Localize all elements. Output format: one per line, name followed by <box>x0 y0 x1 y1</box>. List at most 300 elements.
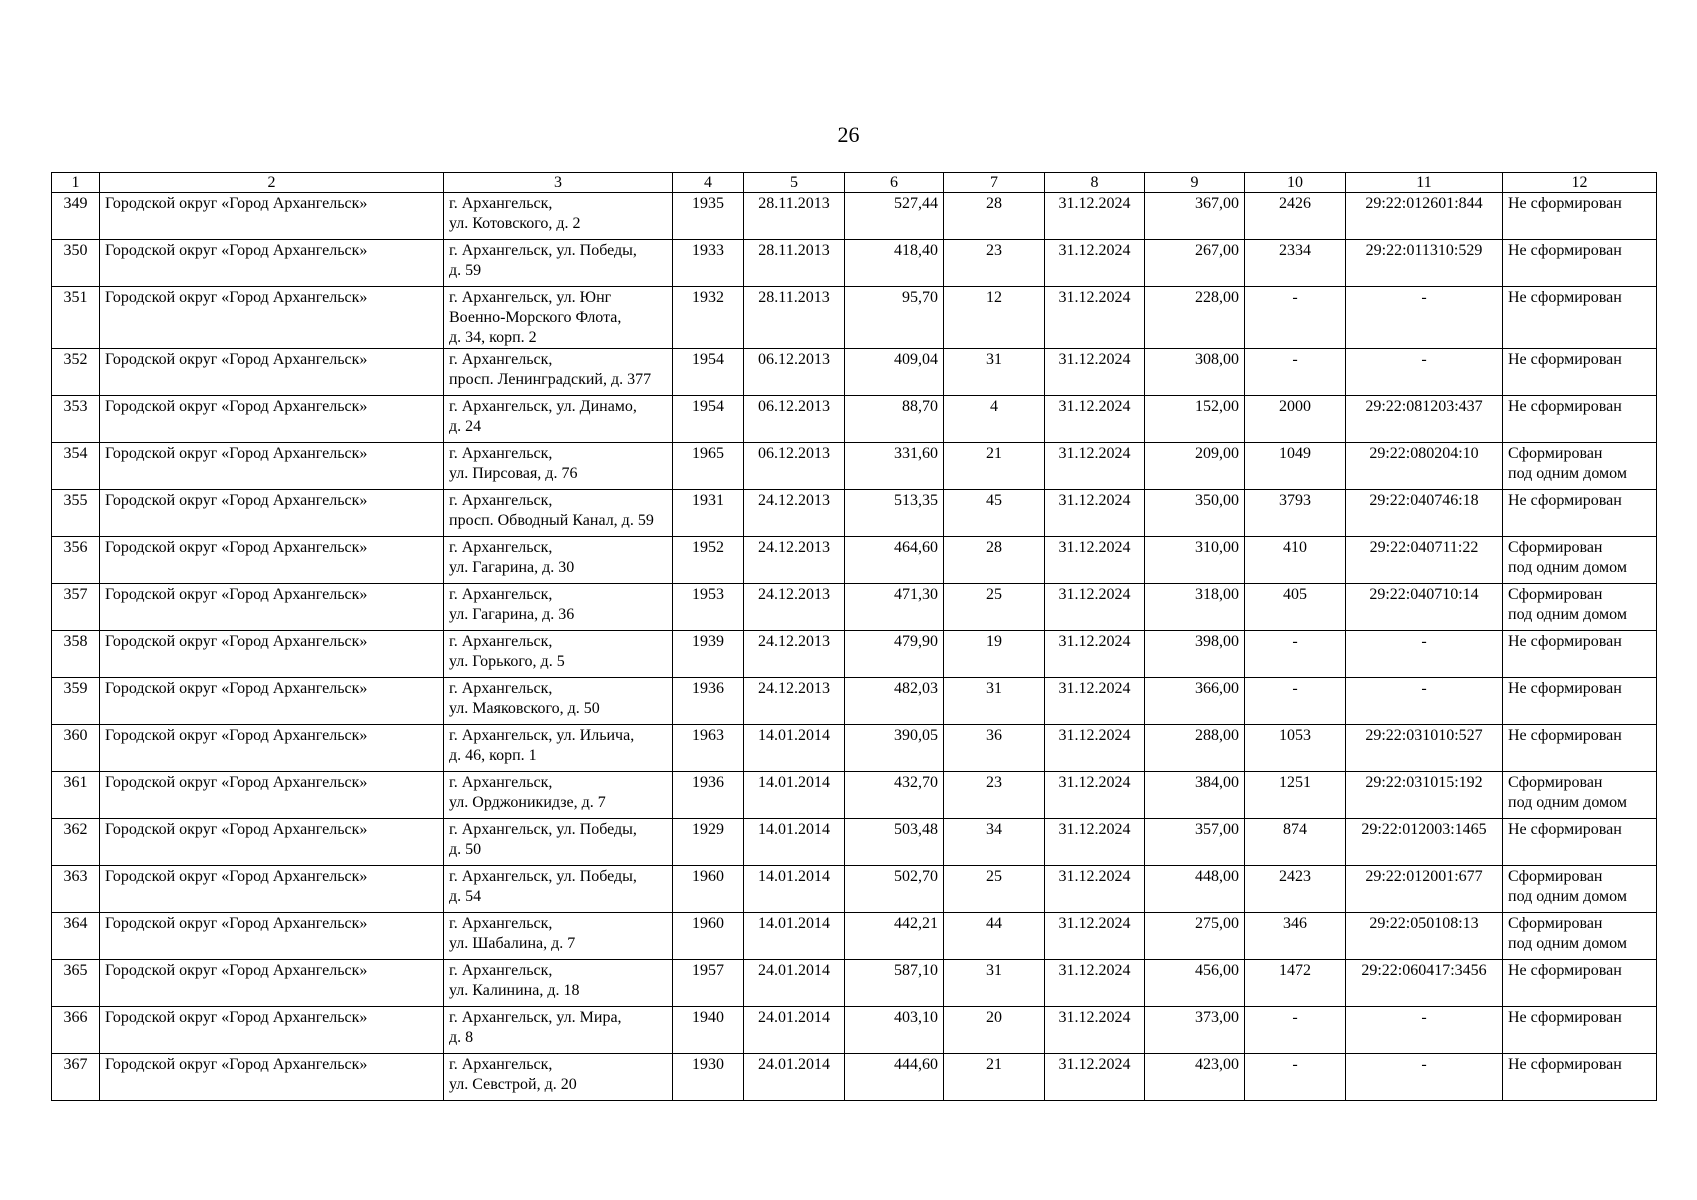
owner-name-cell: Городской округ «Город Архангельск» <box>100 866 444 913</box>
living-area-cell: 390,05 <box>845 725 944 772</box>
plot-area-cell: 2334 <box>1245 240 1346 287</box>
cadastral-number-cell: 29:22:060417:3456 <box>1346 960 1503 1007</box>
table-row <box>52 584 1657 631</box>
table-row <box>52 443 1657 490</box>
address-line: г. Архангельск, <box>449 492 553 509</box>
cadastral-number-cell: 29:22:012003:1465 <box>1346 819 1503 866</box>
address-cell <box>444 1054 673 1101</box>
living-area-cell: 527,44 <box>845 193 944 240</box>
residents-count-cell: 28 <box>944 193 1045 240</box>
row-number-cell: 354 <box>52 443 100 490</box>
emergency-date-cell: 14.01.2014 <box>744 772 845 819</box>
land-area-cell: 275,00 <box>1145 913 1245 960</box>
plot-status-line: Не сформирован <box>1508 633 1622 650</box>
plot-status-line: под одним домом <box>1508 606 1627 623</box>
plot-status-cell <box>1503 584 1657 631</box>
plot-area-cell: 1251 <box>1245 772 1346 819</box>
address-line: г. Архангельск, <box>449 539 553 556</box>
row-number-cell: 356 <box>52 537 100 584</box>
row-number-cell: 367 <box>52 1054 100 1101</box>
owner-name-cell: Городской округ «Город Архангельск» <box>100 913 444 960</box>
table-row <box>52 193 1657 240</box>
address-line: г. Архангельск, <box>449 774 553 791</box>
table-row <box>52 349 1657 396</box>
address-line: ул. Гагарина, д. 36 <box>449 606 575 623</box>
resettlement-deadline-cell: 31.12.2024 <box>1045 443 1145 490</box>
plot-status-line: под одним домом <box>1508 888 1627 905</box>
plot-status-line: Сформирован <box>1508 586 1603 603</box>
living-area-cell: 503,48 <box>845 819 944 866</box>
build-year-cell: 1936 <box>673 772 744 819</box>
owner-name-cell: Городской округ «Город Архангельск» <box>100 960 444 1007</box>
plot-status-line: Сформирован <box>1508 445 1603 462</box>
emergency-date-cell: 06.12.2013 <box>744 443 845 490</box>
plot-status-cell <box>1503 819 1657 866</box>
residents-count-cell: 25 <box>944 584 1045 631</box>
row-number-cell: 365 <box>52 960 100 1007</box>
residents-count-cell: 31 <box>944 678 1045 725</box>
table-row <box>52 537 1657 584</box>
row-number-cell: 364 <box>52 913 100 960</box>
address-line: г. Архангельск, <box>449 1056 553 1073</box>
plot-status-line: Не сформирован <box>1508 680 1622 697</box>
resettlement-deadline-cell: 31.12.2024 <box>1045 819 1145 866</box>
address-line: просп. Обводный Канал, д. 59 <box>449 512 654 529</box>
owner-name-cell: Городской округ «Город Архангельск» <box>100 1054 444 1101</box>
plot-status-cell <box>1503 913 1657 960</box>
address-line: ул. Калинина, д. 18 <box>449 982 580 999</box>
address-line: Военно-Морского Флота, <box>449 309 622 326</box>
address-line: г. Архангельск, ул. Динамо, <box>449 398 637 415</box>
plot-status-line: Не сформирован <box>1508 492 1622 509</box>
plot-status-line: Не сформирован <box>1508 727 1622 744</box>
cadastral-number-cell: 29:22:050108:13 <box>1346 913 1503 960</box>
column-header: 1 <box>52 173 100 193</box>
land-area-cell: 267,00 <box>1145 240 1245 287</box>
plot-status-line: Не сформирован <box>1508 398 1622 415</box>
emergency-date-cell: 14.01.2014 <box>744 819 845 866</box>
residents-count-cell: 36 <box>944 725 1045 772</box>
column-header: 4 <box>673 173 744 193</box>
table-row <box>52 819 1657 866</box>
emergency-date-cell: 06.12.2013 <box>744 349 845 396</box>
address-cell <box>444 193 673 240</box>
emergency-date-cell: 28.11.2013 <box>744 240 845 287</box>
address-line: г. Архангельск, ул. Победы, <box>449 821 637 838</box>
plot-status-cell <box>1503 678 1657 725</box>
table-row <box>52 490 1657 537</box>
cadastral-number-cell: - <box>1346 287 1503 349</box>
table-header <box>52 173 1657 193</box>
resettlement-deadline-cell: 31.12.2024 <box>1045 725 1145 772</box>
build-year-cell: 1939 <box>673 631 744 678</box>
owner-name-cell: Городской округ «Город Архангельск» <box>100 287 444 349</box>
build-year-cell: 1952 <box>673 537 744 584</box>
plot-status-line: Не сформирован <box>1508 1009 1622 1026</box>
residents-count-cell: 20 <box>944 1007 1045 1054</box>
owner-name-cell: Городской округ «Город Архангельск» <box>100 584 444 631</box>
living-area-cell: 502,70 <box>845 866 944 913</box>
address-line: г. Архангельск, ул. Ильича, <box>449 727 635 744</box>
resettlement-deadline-cell: 31.12.2024 <box>1045 287 1145 349</box>
row-number-cell: 350 <box>52 240 100 287</box>
row-number-cell: 353 <box>52 396 100 443</box>
address-cell <box>444 725 673 772</box>
resettlement-deadline-cell: 31.12.2024 <box>1045 1007 1145 1054</box>
column-header: 5 <box>744 173 845 193</box>
table-body <box>52 193 1657 1101</box>
owner-name-cell: Городской округ «Город Архангельск» <box>100 631 444 678</box>
plot-area-cell: 410 <box>1245 537 1346 584</box>
column-header: 6 <box>845 173 944 193</box>
plot-status-cell <box>1503 537 1657 584</box>
address-line: г. Архангельск, <box>449 351 553 368</box>
address-line: г. Архангельск, <box>449 586 553 603</box>
build-year-cell: 1936 <box>673 678 744 725</box>
emergency-date-cell: 24.12.2013 <box>744 584 845 631</box>
resettlement-deadline-cell: 31.12.2024 <box>1045 1054 1145 1101</box>
plot-area-cell: 2000 <box>1245 396 1346 443</box>
build-year-cell: 1932 <box>673 287 744 349</box>
table-row <box>52 960 1657 1007</box>
column-header: 9 <box>1145 173 1245 193</box>
address-line: д. 54 <box>449 888 482 905</box>
resettlement-deadline-cell: 31.12.2024 <box>1045 631 1145 678</box>
build-year-cell: 1929 <box>673 819 744 866</box>
resettlement-deadline-cell: 31.12.2024 <box>1045 913 1145 960</box>
plot-status-cell <box>1503 287 1657 349</box>
cadastral-number-cell: 29:22:011310:529 <box>1346 240 1503 287</box>
address-line: г. Архангельск, <box>449 633 553 650</box>
row-number-cell: 361 <box>52 772 100 819</box>
build-year-cell: 1930 <box>673 1054 744 1101</box>
address-cell <box>444 443 673 490</box>
address-line: г. Архангельск, <box>449 962 553 979</box>
living-area-cell: 442,21 <box>845 913 944 960</box>
address-line: д. 50 <box>449 841 482 858</box>
plot-area-cell: - <box>1245 287 1346 349</box>
address-cell <box>444 631 673 678</box>
cadastral-number-cell: 29:22:012001:677 <box>1346 866 1503 913</box>
plot-area-cell: 1472 <box>1245 960 1346 1007</box>
address-line: просп. Ленинградский, д. 377 <box>449 371 652 388</box>
emergency-date-cell: 06.12.2013 <box>744 396 845 443</box>
address-cell <box>444 1007 673 1054</box>
address-cell <box>444 678 673 725</box>
living-area-cell: 432,70 <box>845 772 944 819</box>
build-year-cell: 1963 <box>673 725 744 772</box>
header-row <box>52 173 1657 193</box>
owner-name-cell: Городской округ «Город Архангельск» <box>100 349 444 396</box>
row-number-cell: 349 <box>52 193 100 240</box>
build-year-cell: 1960 <box>673 913 744 960</box>
owner-name-cell: Городской округ «Город Архангельск» <box>100 396 444 443</box>
plot-status-line: Не сформирован <box>1508 962 1622 979</box>
row-number-cell: 357 <box>52 584 100 631</box>
address-line: г. Архангельск, ул. Победы, <box>449 242 637 259</box>
plot-area-cell: 2423 <box>1245 866 1346 913</box>
address-line: г. Архангельск, ул. Юнг <box>449 289 612 306</box>
build-year-cell: 1935 <box>673 193 744 240</box>
build-year-cell: 1931 <box>673 490 744 537</box>
plot-status-cell <box>1503 443 1657 490</box>
table-row <box>52 396 1657 443</box>
resettlement-deadline-cell: 31.12.2024 <box>1045 866 1145 913</box>
land-area-cell: 366,00 <box>1145 678 1245 725</box>
plot-status-cell <box>1503 240 1657 287</box>
emergency-date-cell: 24.01.2014 <box>744 1007 845 1054</box>
column-header: 12 <box>1503 173 1657 193</box>
emergency-date-cell: 24.12.2013 <box>744 537 845 584</box>
land-area-cell: 318,00 <box>1145 584 1245 631</box>
land-area-cell: 350,00 <box>1145 490 1245 537</box>
land-area-cell: 367,00 <box>1145 193 1245 240</box>
living-area-cell: 471,30 <box>845 584 944 631</box>
land-area-cell: 209,00 <box>1145 443 1245 490</box>
land-area-cell: 373,00 <box>1145 1007 1245 1054</box>
plot-status-line: Сформирован <box>1508 539 1603 556</box>
resettlement-deadline-cell: 31.12.2024 <box>1045 772 1145 819</box>
row-number-cell: 355 <box>52 490 100 537</box>
table-row <box>52 1007 1657 1054</box>
cadastral-number-cell: 29:22:012601:844 <box>1346 193 1503 240</box>
build-year-cell: 1953 <box>673 584 744 631</box>
land-area-cell: 357,00 <box>1145 819 1245 866</box>
address-cell <box>444 537 673 584</box>
plot-status-cell <box>1503 725 1657 772</box>
address-cell <box>444 490 673 537</box>
column-header: 3 <box>444 173 673 193</box>
column-header: 7 <box>944 173 1045 193</box>
row-number-cell: 360 <box>52 725 100 772</box>
table-row <box>52 772 1657 819</box>
registry-table <box>51 172 1657 1101</box>
address-cell <box>444 960 673 1007</box>
resettlement-deadline-cell: 31.12.2024 <box>1045 240 1145 287</box>
address-cell <box>444 349 673 396</box>
plot-status-cell <box>1503 1007 1657 1054</box>
cadastral-number-cell: 29:22:081203:437 <box>1346 396 1503 443</box>
land-area-cell: 384,00 <box>1145 772 1245 819</box>
plot-status-cell <box>1503 960 1657 1007</box>
address-line: ул. Маяковского, д. 50 <box>449 700 600 717</box>
plot-status-line: Не сформирован <box>1508 821 1622 838</box>
emergency-date-cell: 14.01.2014 <box>744 913 845 960</box>
build-year-cell: 1960 <box>673 866 744 913</box>
address-line: ул. Шабалина, д. 7 <box>449 935 576 952</box>
resettlement-deadline-cell: 31.12.2024 <box>1045 349 1145 396</box>
plot-area-cell: 405 <box>1245 584 1346 631</box>
address-line: д. 24 <box>449 418 482 435</box>
plot-status-line: Не сформирован <box>1508 195 1622 212</box>
build-year-cell: 1954 <box>673 349 744 396</box>
owner-name-cell: Городской округ «Город Архангельск» <box>100 240 444 287</box>
address-line: ул. Котовского, д. 2 <box>449 215 581 232</box>
land-area-cell: 152,00 <box>1145 396 1245 443</box>
table-row <box>52 287 1657 349</box>
resettlement-deadline-cell: 31.12.2024 <box>1045 537 1145 584</box>
cadastral-number-cell: - <box>1346 631 1503 678</box>
address-line: ул. Орджоникидзе, д. 7 <box>449 794 606 811</box>
build-year-cell: 1940 <box>673 1007 744 1054</box>
plot-area-cell: 346 <box>1245 913 1346 960</box>
owner-name-cell: Городской округ «Город Архангельск» <box>100 537 444 584</box>
build-year-cell: 1954 <box>673 396 744 443</box>
address-line: ул. Гагарина, д. 30 <box>449 559 575 576</box>
cadastral-number-cell: 29:22:080204:10 <box>1346 443 1503 490</box>
plot-area-cell: 3793 <box>1245 490 1346 537</box>
column-header: 8 <box>1045 173 1145 193</box>
address-line: г. Архангельск, <box>449 195 553 212</box>
cadastral-number-cell: - <box>1346 349 1503 396</box>
residents-count-cell: 23 <box>944 772 1045 819</box>
plot-status-line: Не сформирован <box>1508 242 1622 259</box>
residents-count-cell: 4 <box>944 396 1045 443</box>
build-year-cell: 1933 <box>673 240 744 287</box>
column-header: 11 <box>1346 173 1503 193</box>
plot-area-cell: - <box>1245 349 1346 396</box>
build-year-cell: 1965 <box>673 443 744 490</box>
plot-area-cell: 874 <box>1245 819 1346 866</box>
address-line: г. Архангельск, ул. Мира, <box>449 1009 622 1026</box>
address-line: д. 59 <box>449 262 482 279</box>
owner-name-cell: Городской округ «Город Архангельск» <box>100 772 444 819</box>
resettlement-deadline-cell: 31.12.2024 <box>1045 678 1145 725</box>
residents-count-cell: 31 <box>944 960 1045 1007</box>
plot-status-cell <box>1503 490 1657 537</box>
build-year-cell: 1957 <box>673 960 744 1007</box>
residents-count-cell: 34 <box>944 819 1045 866</box>
resettlement-deadline-cell: 31.12.2024 <box>1045 960 1145 1007</box>
plot-status-line: под одним домом <box>1508 794 1627 811</box>
address-line: г. Архангельск, <box>449 680 553 697</box>
plot-status-cell <box>1503 396 1657 443</box>
land-area-cell: 308,00 <box>1145 349 1245 396</box>
row-number-cell: 358 <box>52 631 100 678</box>
column-header: 10 <box>1245 173 1346 193</box>
residents-count-cell: 21 <box>944 1054 1045 1101</box>
emergency-date-cell: 14.01.2014 <box>744 866 845 913</box>
emergency-date-cell: 24.01.2014 <box>744 960 845 1007</box>
emergency-date-cell: 24.12.2013 <box>744 631 845 678</box>
living-area-cell: 479,90 <box>845 631 944 678</box>
cadastral-number-cell: 29:22:031010:527 <box>1346 725 1503 772</box>
residents-count-cell: 25 <box>944 866 1045 913</box>
plot-status-cell <box>1503 772 1657 819</box>
address-cell <box>444 772 673 819</box>
address-cell <box>444 287 673 349</box>
plot-status-line: Не сформирован <box>1508 1056 1622 1073</box>
living-area-cell: 464,60 <box>845 537 944 584</box>
address-line: ул. Пирсовая, д. 76 <box>449 465 578 482</box>
address-line: г. Архангельск, <box>449 445 553 462</box>
land-area-cell: 423,00 <box>1145 1054 1245 1101</box>
plot-area-cell: - <box>1245 631 1346 678</box>
owner-name-cell: Городской округ «Город Архангельск» <box>100 678 444 725</box>
land-area-cell: 456,00 <box>1145 960 1245 1007</box>
plot-status-cell <box>1503 866 1657 913</box>
plot-status-cell <box>1503 193 1657 240</box>
address-line: г. Архангельск, <box>449 915 553 932</box>
living-area-cell: 409,04 <box>845 349 944 396</box>
owner-name-cell: Городской округ «Город Архангельск» <box>100 819 444 866</box>
land-area-cell: 228,00 <box>1145 287 1245 349</box>
address-line: ул. Горького, д. 5 <box>449 653 565 670</box>
row-number-cell: 366 <box>52 1007 100 1054</box>
plot-status-line: Не сформирован <box>1508 351 1622 368</box>
cadastral-number-cell: - <box>1346 1007 1503 1054</box>
emergency-date-cell: 14.01.2014 <box>744 725 845 772</box>
plot-status-line: Сформирован <box>1508 868 1603 885</box>
land-area-cell: 448,00 <box>1145 866 1245 913</box>
emergency-date-cell: 24.12.2013 <box>744 678 845 725</box>
living-area-cell: 587,10 <box>845 960 944 1007</box>
table-row <box>52 913 1657 960</box>
address-cell <box>444 240 673 287</box>
address-cell <box>444 866 673 913</box>
table-row <box>52 240 1657 287</box>
cadastral-number-cell: 29:22:040746:18 <box>1346 490 1503 537</box>
cadastral-number-cell: - <box>1346 1054 1503 1101</box>
resettlement-deadline-cell: 31.12.2024 <box>1045 193 1145 240</box>
owner-name-cell: Городской округ «Город Архангельск» <box>100 490 444 537</box>
land-area-cell: 288,00 <box>1145 725 1245 772</box>
address-line: г. Архангельск, ул. Победы, <box>449 868 637 885</box>
table-row <box>52 678 1657 725</box>
land-area-cell: 310,00 <box>1145 537 1245 584</box>
address-cell <box>444 584 673 631</box>
table-row <box>52 1054 1657 1101</box>
address-line: д. 46, корп. 1 <box>449 747 537 764</box>
emergency-date-cell: 28.11.2013 <box>744 193 845 240</box>
owner-name-cell: Городской округ «Город Архангельск» <box>100 725 444 772</box>
address-line: д. 8 <box>449 1029 474 1046</box>
owner-name-cell: Городской округ «Город Архангельск» <box>100 1007 444 1054</box>
living-area-cell: 418,40 <box>845 240 944 287</box>
residents-count-cell: 44 <box>944 913 1045 960</box>
residents-count-cell: 31 <box>944 349 1045 396</box>
plot-status-line: под одним домом <box>1508 559 1627 576</box>
cadastral-number-cell: 29:22:040710:14 <box>1346 584 1503 631</box>
resettlement-deadline-cell: 31.12.2024 <box>1045 584 1145 631</box>
plot-status-line: Сформирован <box>1508 915 1603 932</box>
table-row <box>52 725 1657 772</box>
residents-count-cell: 21 <box>944 443 1045 490</box>
row-number-cell: 362 <box>52 819 100 866</box>
address-line: ул. Севстрой, д. 20 <box>449 1076 577 1093</box>
plot-status-line: под одним домом <box>1508 465 1627 482</box>
plot-area-cell: - <box>1245 678 1346 725</box>
emergency-date-cell: 24.01.2014 <box>744 1054 845 1101</box>
residents-count-cell: 12 <box>944 287 1045 349</box>
address-cell <box>444 819 673 866</box>
living-area-cell: 403,10 <box>845 1007 944 1054</box>
living-area-cell: 331,60 <box>845 443 944 490</box>
address-cell <box>444 913 673 960</box>
emergency-date-cell: 24.12.2013 <box>744 490 845 537</box>
plot-status-cell <box>1503 1054 1657 1101</box>
living-area-cell: 513,35 <box>845 490 944 537</box>
plot-area-cell: 1053 <box>1245 725 1346 772</box>
plot-area-cell: - <box>1245 1054 1346 1101</box>
plot-status-cell <box>1503 631 1657 678</box>
row-number-cell: 359 <box>52 678 100 725</box>
column-header: 2 <box>100 173 444 193</box>
cadastral-number-cell: 29:22:040711:22 <box>1346 537 1503 584</box>
land-area-cell: 398,00 <box>1145 631 1245 678</box>
row-number-cell: 351 <box>52 287 100 349</box>
page-number: 26 <box>837 122 860 147</box>
